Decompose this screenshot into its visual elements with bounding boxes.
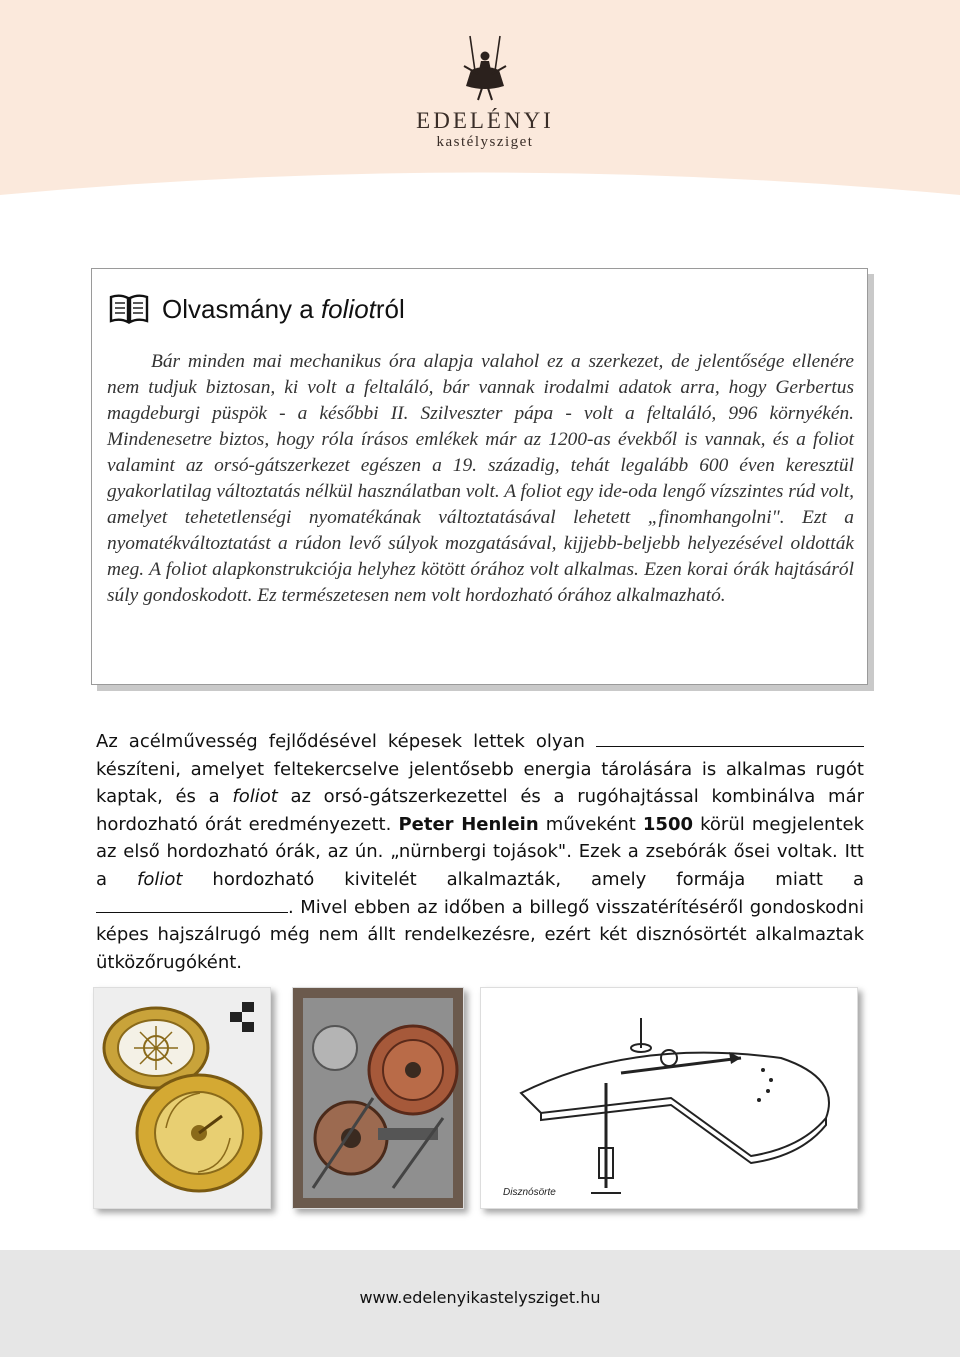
mechanism-photo [292,987,464,1209]
fill-in-blank-1[interactable] [596,728,864,747]
book-icon [108,293,150,325]
text-bold: 1500 [642,813,694,835]
footer-url[interactable]: www.edelenyikastelysziget.hu [359,1288,601,1307]
text-part: műveként [538,813,643,835]
foliot-diagram [480,987,858,1209]
text-part: hordozható kivitelét alkalmazták, amely formája miatt a [182,868,864,890]
heading-italic: foliot [320,293,376,324]
heading-suffix: ról [375,293,405,324]
text-part: . Mivel ebben az időben a billegő visszatérítéséről gondoskodni képes hajszálrugó még nem állt rendelkezésre, ezért két disznósörtét alkalmaztak ütközőrugóként. [96,896,864,973]
reading-box-body: Bár minden mai mechanikus óra alapja valahol ez a szerkezet, de jelentősége ellenére nem tudjuk biztosan, ki volt a feltaláló, bár vannak irodalmi adatok arra, hogy Gerbertus magdeburgi püspök - a későbbi II. Szilveszter pápa - volt a feltaláló, 996 környékén. Mindenesetre biztos, hogy róla írásos emlékek már az 1200-as évekből is vannak, és a foliot valamint az orsó-gátszerkezet egészen a 19. századig, tehát legalább 600 éven keresztül gyakorlatilag változtatás nélkül használatban volt. A foliot egy ide-oda lengő vízszintes rúd volt, amelyet tehetetlenségi nyomatékának változtatásával lehetett „finomhangolni". Ezt a nyomatékváltoztatást a rúdon levő súlyok mozgatásával, kijjebb-beljebb helyezésével oldották meg. A foliot alapkonstrukciója helyhez kötött órához volt alkalmas. Ezen korai órák hajtásáról súly gondoskodott. Ez természetesen nem volt hordozható órához alkalmazható. [107,351,854,606]
reading-box [91,268,868,685]
diagram-label: Disznósörte [503,1187,556,1198]
watch-photo [93,987,271,1209]
text-italic: foliot [232,786,278,808]
text-part: készíteni, amelyet feltekercselve jelentősebb energia tárolására is alkalmas rugót kaptak, és a [96,758,864,808]
header-band [0,0,960,215]
brand-name: EDELÉNYI [416,108,554,133]
text-part: körül megjelentek az első hordozható órák, az ún. „nürnbergi tojások". Ezek a zsebórák ősei voltak. Itt a [96,813,865,890]
swing-lady-logo-icon [378,30,592,108]
footer [0,1250,960,1357]
fill-in-blank-2[interactable] [96,894,288,913]
text-italic: foliot [137,868,183,890]
pocket-watch-image [94,988,270,1208]
text-bold: Peter Henlein [398,813,539,835]
clock-mechanism-image [293,988,463,1208]
heading-prefix: Olvasmány a [162,293,321,324]
text-part: az orsó-gátszerkezettel és a rugóhajtással kombinálva már hordozható órát eredményezett. [96,786,864,835]
reading-box-title [108,291,405,327]
main-paragraph [96,728,864,976]
reading-box-heading [162,294,405,325]
foliot-drawing [481,988,857,1208]
text-part: Az acélművesség fejlődésével képesek lettek olyan [96,731,585,752]
brand-subtitle: kastélysziget [436,134,534,150]
logo [378,30,592,158]
